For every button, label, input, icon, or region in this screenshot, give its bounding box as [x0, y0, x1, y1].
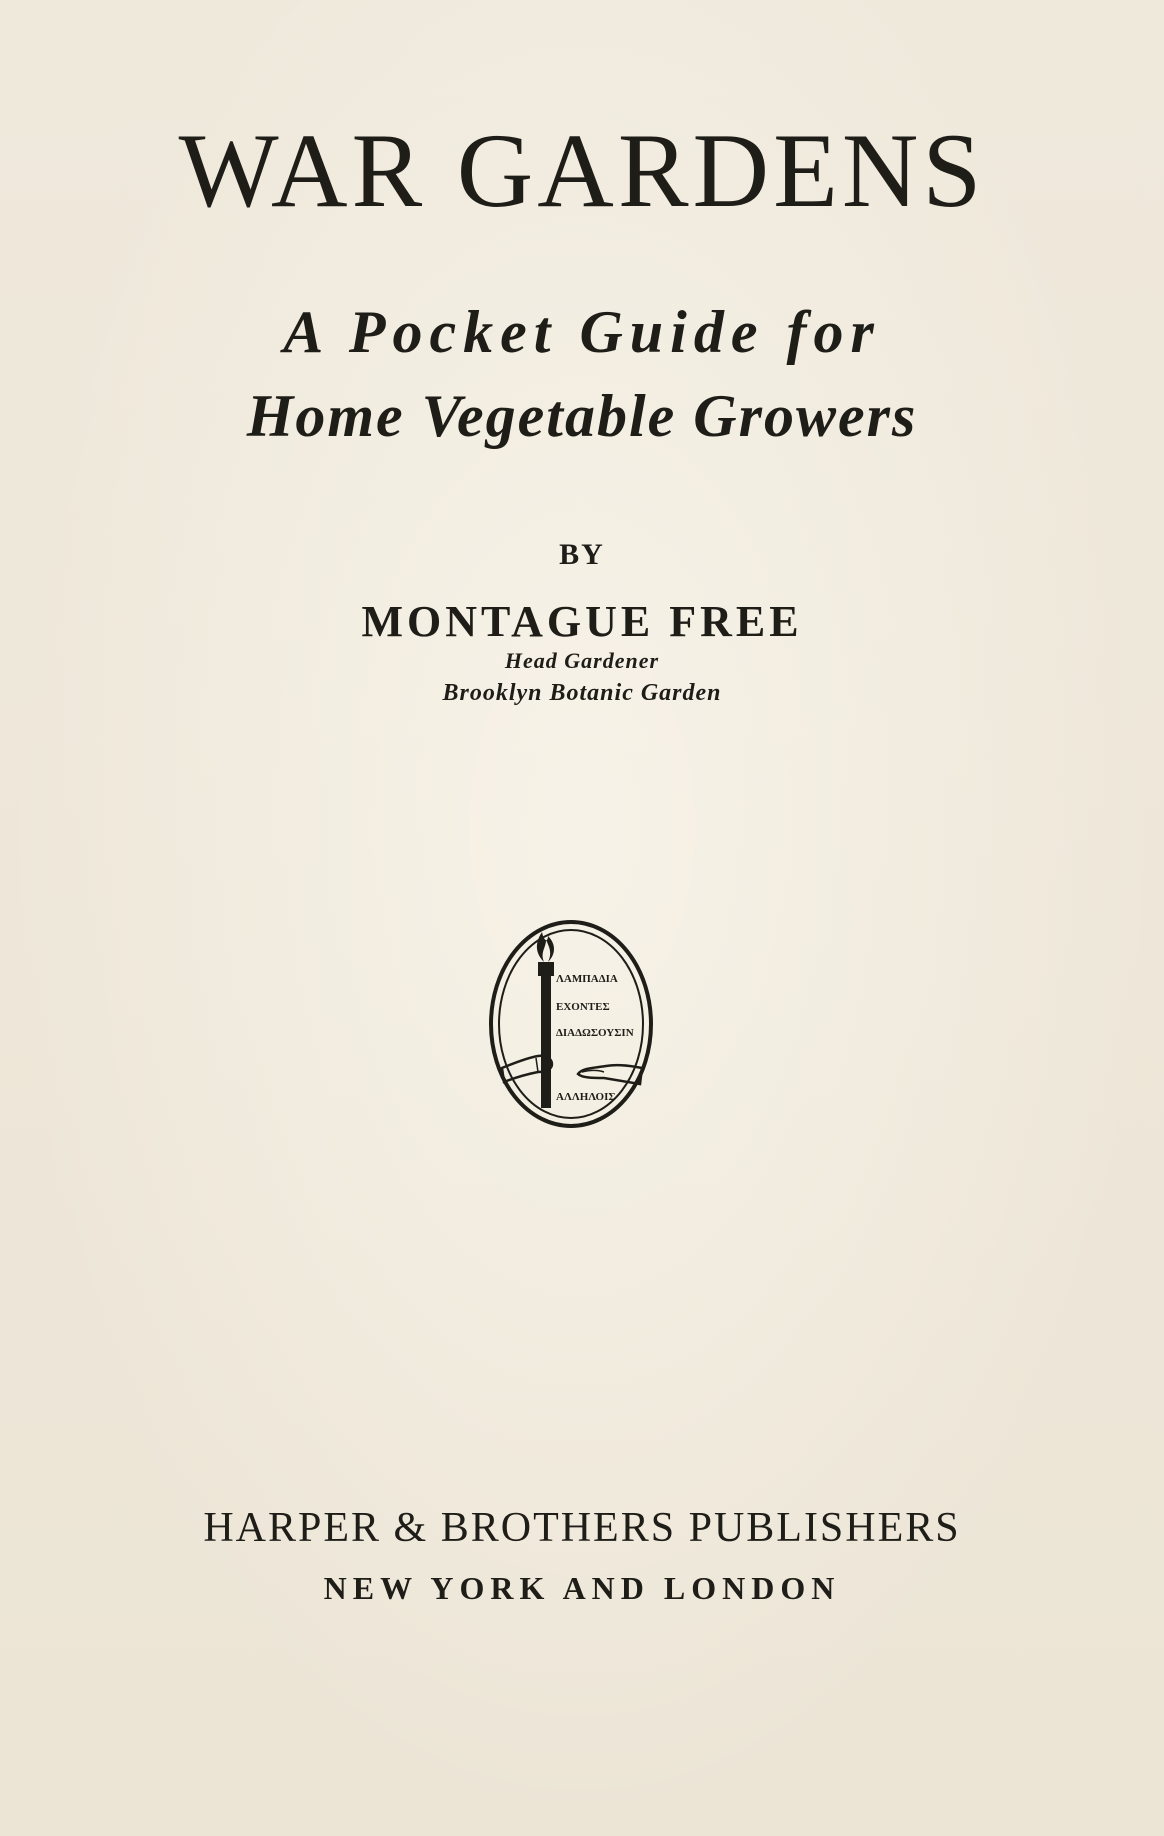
book-subtitle [0, 290, 1164, 458]
emblem-inscription-1: ΛΑΜΠΑΔΙΑ [556, 973, 618, 985]
publication-place: NEW YORK AND LONDON [323, 1570, 841, 1606]
author-name: MONTAGUE FREE [361, 597, 803, 646]
subtitle-line-1: A Pocket Guide for [283, 299, 881, 365]
emblem-inscription-2: ΕΧΟΝΤΕΣ [556, 1001, 610, 1013]
book-title: WAR GARDENS [178, 112, 986, 229]
emblem-inscription-4: ΑΛΛΗΛΟΙΣ [556, 1091, 616, 1103]
emblem-inscription-3: ΔΙΑΔΩΣΟΥΣΙΝ [556, 1027, 634, 1039]
torch-handshake-emblem-icon [486, 918, 656, 1130]
author-role: Head Gardener [504, 648, 660, 673]
by-label: BY [559, 538, 605, 571]
subtitle-line-2: Home Vegetable Growers [246, 383, 918, 449]
publisher: HARPER & BROTHERS PUBLISHERS [203, 1505, 961, 1551]
author-affiliation: Brooklyn Botanic Garden [442, 680, 722, 706]
